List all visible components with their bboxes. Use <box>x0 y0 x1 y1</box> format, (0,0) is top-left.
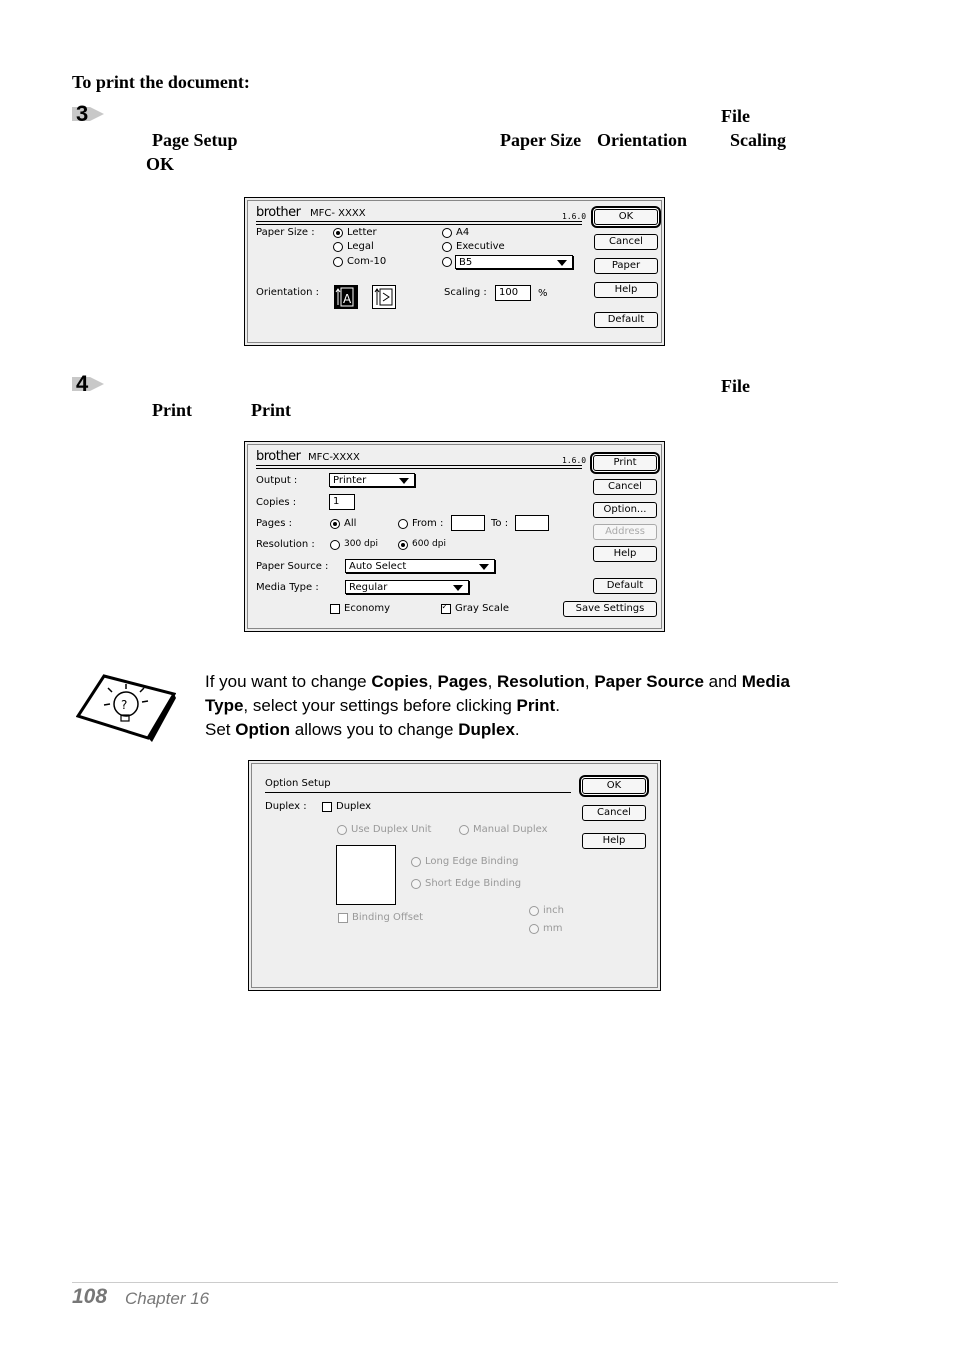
ok-button[interactable]: OK <box>594 209 658 225</box>
note-line-1: If you want to change Copies, Pages, Resolution, Paper Source and Media <box>205 672 790 691</box>
keyword-paper-size: Paper Size <box>500 130 582 150</box>
a4-label: A4 <box>456 227 470 238</box>
save-settings-button[interactable]: Save Settings <box>563 601 657 617</box>
orientation-label: Orientation : <box>256 287 320 298</box>
chevron-down-icon <box>399 478 409 484</box>
duplex-label: Duplex : <box>265 801 307 812</box>
note-line-3: Set Option allows you to change Duplex. <box>205 720 520 739</box>
chevron-down-icon <box>453 585 463 591</box>
model-name: MFC-XXXX <box>308 452 360 463</box>
media-type-label: Media Type : <box>256 582 319 593</box>
radio-use-duplex-unit[interactable] <box>337 825 347 835</box>
pages-to-label: To : <box>491 518 509 529</box>
gray-scale-checkbox[interactable] <box>441 604 451 614</box>
pages-from-label: From : <box>412 518 444 529</box>
help-button[interactable]: Help <box>582 833 646 849</box>
option-button[interactable]: Option... <box>593 502 657 518</box>
default-button[interactable]: Default <box>593 578 657 594</box>
chapter-label: Chapter 16 <box>125 1289 210 1308</box>
cancel-button[interactable]: Cancel <box>582 805 646 821</box>
pages-label: Pages : <box>256 518 292 529</box>
keyword-print: Print <box>251 400 291 420</box>
com10-label: Com-10 <box>347 256 387 267</box>
radio-pages-range[interactable] <box>398 519 408 529</box>
letter-label: Letter <box>347 227 377 238</box>
long-edge-label: Long Edge Binding <box>425 856 519 867</box>
duplex-preview <box>336 845 396 905</box>
economy-checkbox[interactable] <box>330 604 340 614</box>
output-value: Printer <box>333 475 367 486</box>
print-button[interactable]: Print <box>593 455 657 471</box>
help-button[interactable]: Help <box>594 282 658 298</box>
radio-legal[interactable] <box>333 242 343 252</box>
radio-mm[interactable] <box>529 924 539 934</box>
cancel-button[interactable]: Cancel <box>593 479 657 495</box>
version-number: 1.6.0 <box>562 456 587 465</box>
binding-offset-checkbox[interactable] <box>338 913 348 923</box>
paper-source-value: Auto Select <box>349 561 407 572</box>
res-300-label: 300 dpi <box>344 539 378 549</box>
address-button[interactable]: Address <box>593 524 657 540</box>
title-divider <box>256 465 582 469</box>
paper-source-label: Paper Source : <box>256 561 329 572</box>
radio-other-paper[interactable] <box>442 257 452 267</box>
paper-source-popup[interactable] <box>345 559 495 573</box>
model-name: MFC- XXXX <box>310 208 366 219</box>
option-setup-title: Option Setup <box>265 778 331 789</box>
gray-scale-label: Gray Scale <box>455 603 509 614</box>
keyword-page-setup: Page Setup <box>152 130 238 150</box>
output-popup[interactable] <box>329 473 415 487</box>
binding-offset-label: Binding Offset <box>352 912 424 923</box>
radio-300dpi[interactable] <box>330 540 340 550</box>
radio-letter[interactable] <box>333 228 343 238</box>
keyword-ok: OK <box>146 154 175 174</box>
keyword-orientation: Orientation <box>597 130 687 150</box>
short-edge-label: Short Edge Binding <box>425 878 522 889</box>
radio-executive[interactable] <box>442 242 452 252</box>
executive-label: Executive <box>456 241 505 252</box>
paper-size-label: Paper Size : <box>256 227 315 238</box>
scaling-input[interactable]: 100 <box>495 285 531 301</box>
footer-rule <box>72 1282 838 1283</box>
option-setup-dialog <box>248 760 661 991</box>
brother-logo: brother <box>256 205 301 220</box>
help-button[interactable]: Help <box>593 546 657 562</box>
chevron-down-icon <box>557 260 567 266</box>
inch-label: inch <box>543 905 564 916</box>
landscape-orientation-icon[interactable] <box>372 285 396 309</box>
radio-manual-duplex[interactable] <box>459 825 469 835</box>
paper-size-popup[interactable] <box>455 255 573 269</box>
step-number: 4 <box>76 371 89 396</box>
legal-label: Legal <box>347 241 374 252</box>
scaling-label: Scaling : <box>444 287 487 298</box>
step-number: 3 <box>76 101 89 126</box>
ok-button[interactable]: OK <box>582 778 646 794</box>
lightbulb-note-icon <box>76 672 176 742</box>
page-setup-dialog <box>244 197 665 346</box>
print-dialog <box>244 441 665 632</box>
cancel-button[interactable]: Cancel <box>594 234 658 250</box>
radio-long-edge[interactable] <box>411 857 421 867</box>
scaling-unit: % <box>538 288 548 299</box>
section-heading: To print the document: <box>72 72 250 92</box>
keyword-file: File <box>721 376 750 396</box>
title-divider <box>265 792 571 793</box>
paper-button[interactable]: Paper <box>594 258 658 274</box>
radio-inch[interactable] <box>529 906 539 916</box>
media-type-value: Regular <box>349 582 388 593</box>
svg-text:A: A <box>343 292 352 306</box>
default-button[interactable]: Default <box>594 312 658 328</box>
radio-com10[interactable] <box>333 257 343 267</box>
radio-pages-all[interactable] <box>330 519 340 529</box>
svg-text:?: ? <box>121 698 128 712</box>
copies-label: Copies : <box>256 497 297 508</box>
version-number: 1.6.0 <box>562 212 587 221</box>
radio-a4[interactable] <box>442 228 452 238</box>
duplex-check-label: Duplex <box>336 801 372 812</box>
title-divider <box>256 221 582 225</box>
page-number: 108 <box>72 1285 108 1308</box>
chevron-down-icon <box>479 564 489 570</box>
resolution-label: Resolution : <box>256 539 315 550</box>
radio-600dpi[interactable] <box>398 540 408 550</box>
keyword-print: Print <box>152 400 192 420</box>
duplex-checkbox[interactable] <box>322 802 332 812</box>
manual-duplex-label: Manual Duplex <box>473 824 548 835</box>
pages-from-input[interactable] <box>451 515 485 531</box>
use-duplex-unit-label: Use Duplex Unit <box>351 824 432 835</box>
note-line-2: Type, select your settings before clicking Print. <box>205 696 560 715</box>
brother-logo: brother <box>256 449 301 464</box>
economy-label: Economy <box>344 603 391 614</box>
mm-label: mm <box>543 923 563 934</box>
radio-short-edge[interactable] <box>411 879 421 889</box>
res-600-label: 600 dpi <box>412 539 446 549</box>
copies-input[interactable]: 1 <box>329 494 355 510</box>
pages-all-label: All <box>344 518 357 529</box>
keyword-file: File <box>721 106 750 126</box>
paper-popup-value: B5 <box>459 257 473 268</box>
pages-to-input[interactable] <box>515 515 549 531</box>
keyword-scaling: Scaling <box>730 130 787 150</box>
portrait-orientation-icon[interactable] <box>334 285 358 309</box>
output-label: Output : <box>256 475 298 486</box>
media-type-popup[interactable] <box>345 580 469 594</box>
